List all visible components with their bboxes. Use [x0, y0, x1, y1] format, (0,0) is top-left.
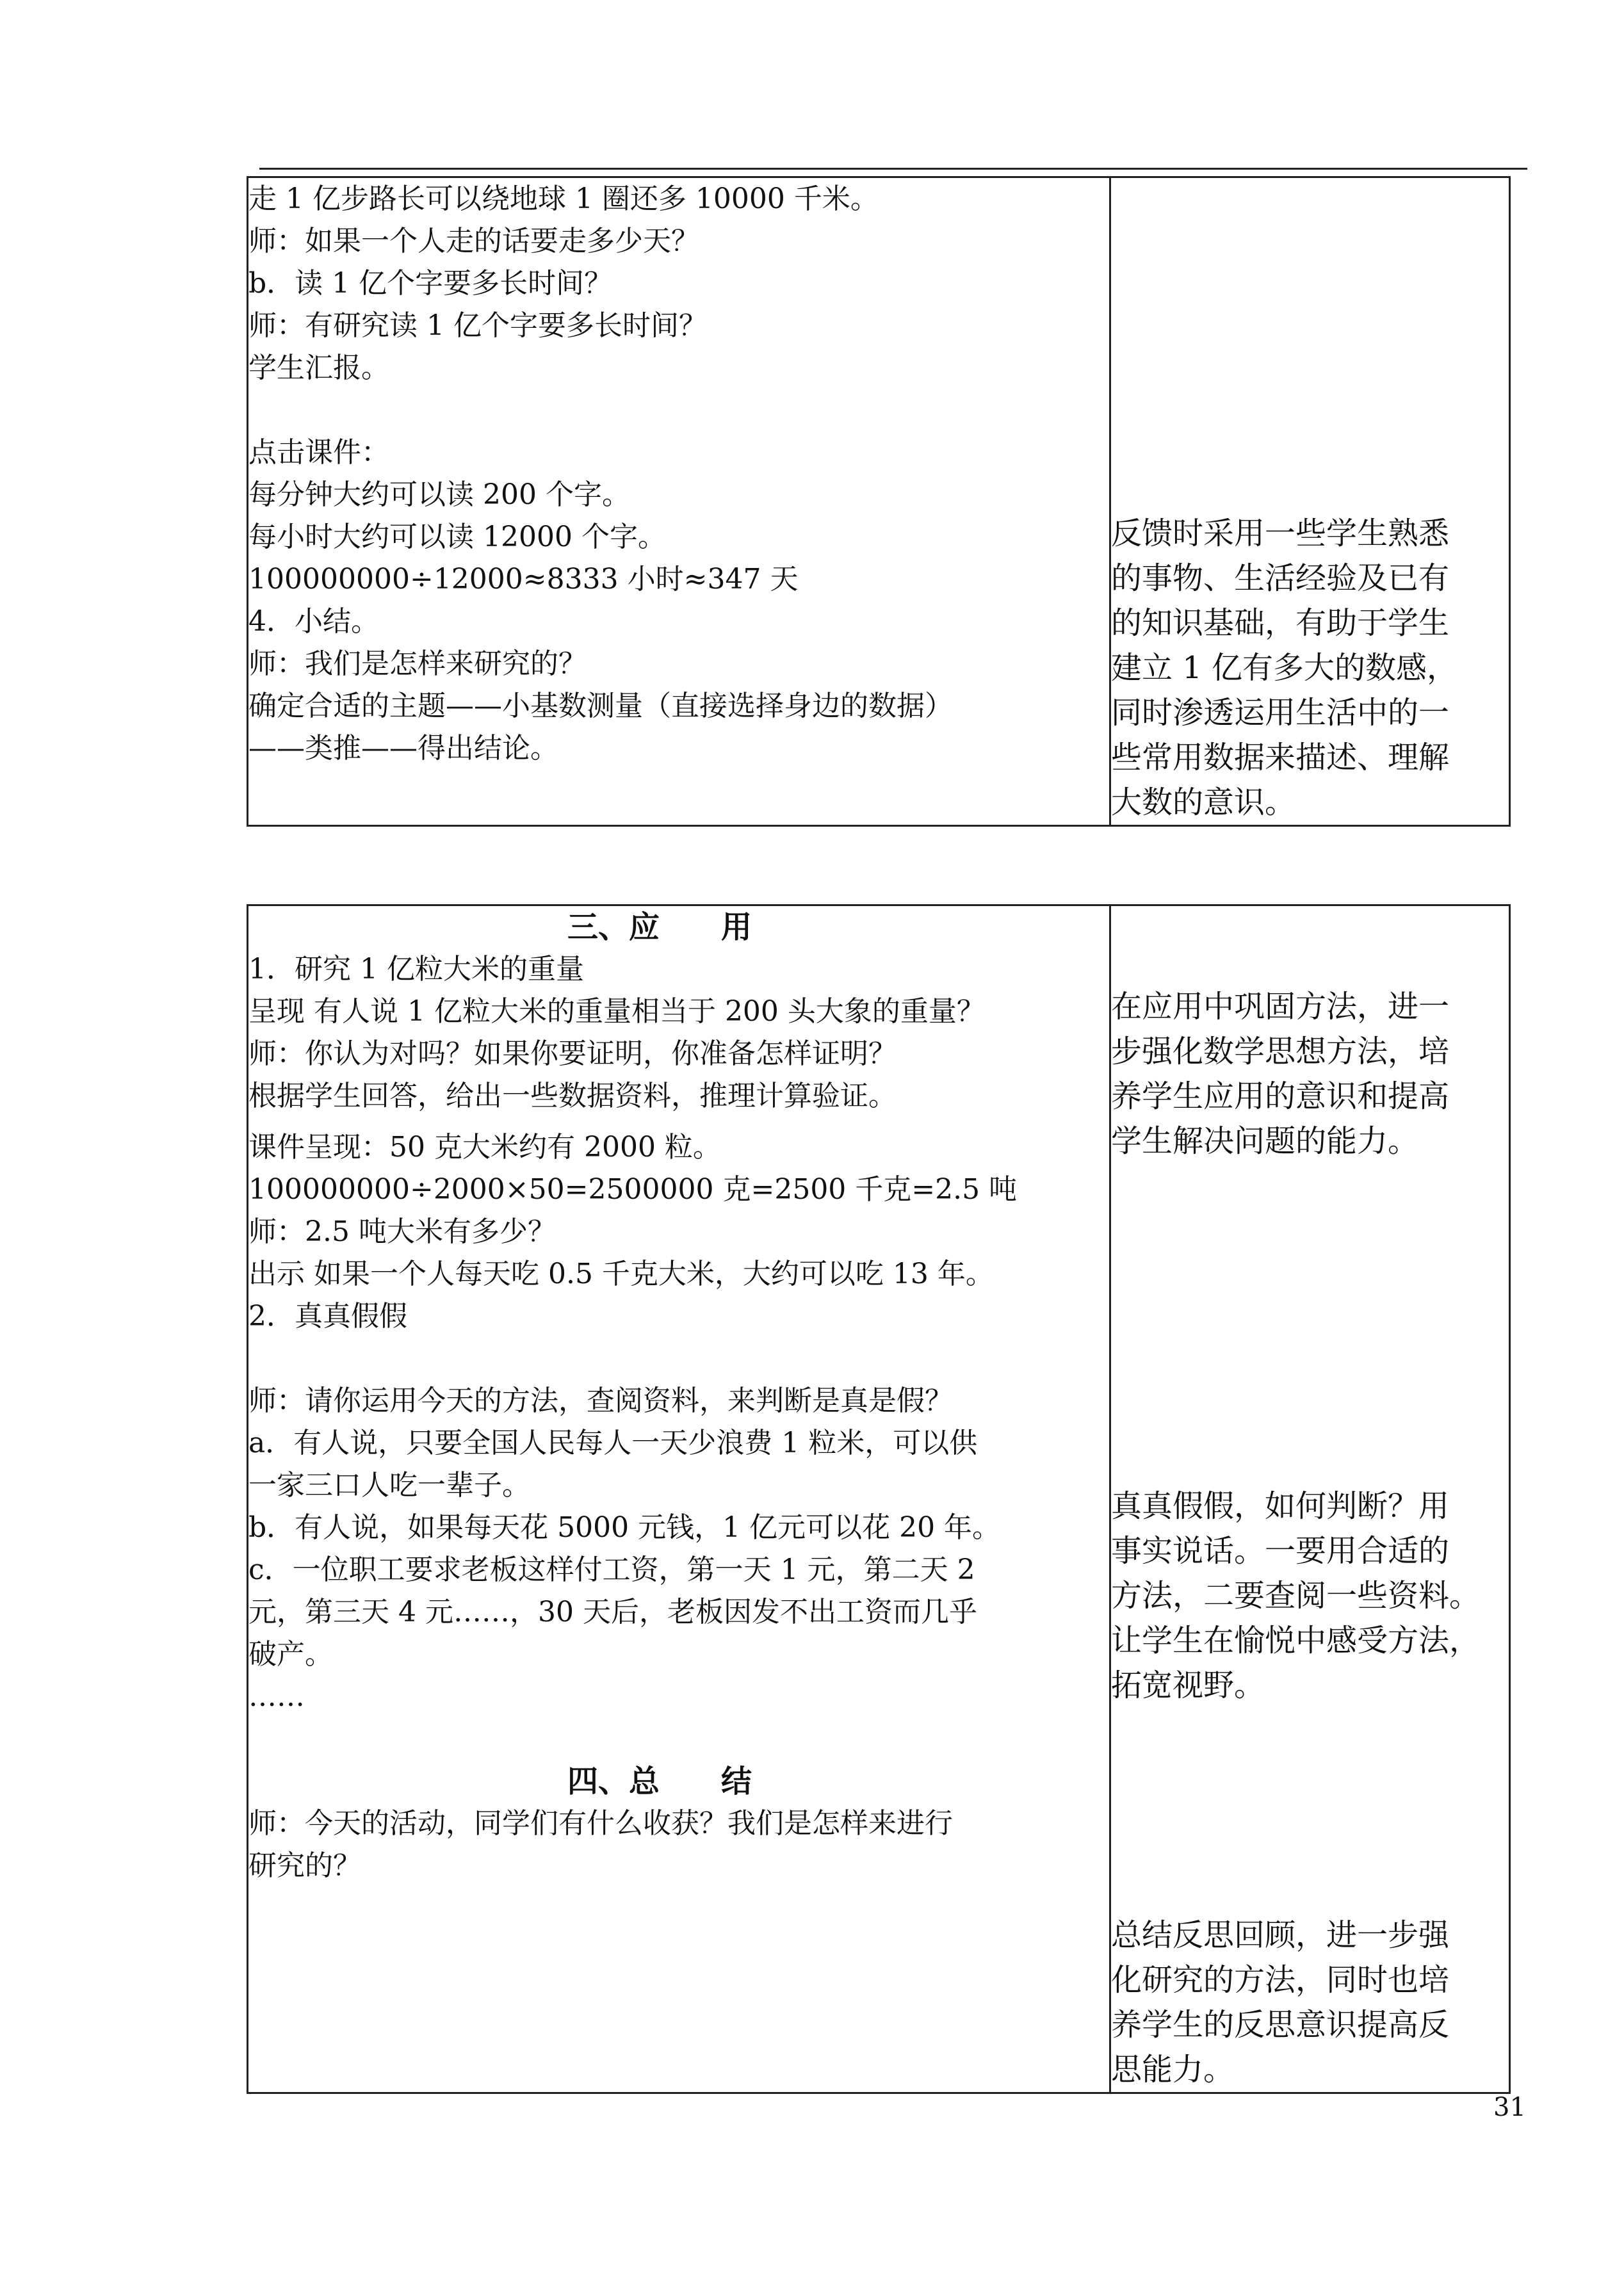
- note-line: 步强化数学思想方法，培: [1111, 1034, 1450, 1069]
- text-line: 师：请你运用今天的方法，查阅资料，来判断是真是假？: [248, 1384, 953, 1417]
- text-line: a．有人说，只要全国人民每人一天少浪费 1 粒米，可以供: [248, 1427, 978, 1459]
- note-line: 大数的意识。: [1111, 784, 1296, 820]
- text-line: 呈现 有人说 1 亿粒大米的重量相当于 200 头大象的重量？: [248, 995, 985, 1028]
- text-line: 学生汇报。: [248, 352, 389, 384]
- table1-activity-cell: [248, 177, 1110, 826]
- section-heading-application: 三、应 用: [567, 909, 752, 945]
- note-line: 拓宽视野。: [1111, 1667, 1265, 1703]
- text-line: 元，第三天 4 元……，30 天后，老板因发不出工资而几乎: [248, 1596, 977, 1628]
- note-line: 思能力。: [1111, 2052, 1235, 2088]
- blank-line: [248, 389, 1109, 432]
- text-line: ——类推——得出结论。: [248, 732, 558, 765]
- text-line: b．读 1 亿个字要多长时间？: [248, 267, 613, 300]
- text-line: 每小时大约可以读 12000 个字。: [248, 521, 666, 553]
- text-line: 师：你认为对吗？如果你要证明，你准备怎样证明？: [248, 1037, 897, 1070]
- lesson-table-1: [247, 176, 1511, 827]
- page-number: 31: [1493, 2093, 1526, 2122]
- text-line: 100000000÷2000×50=2500000 克=2500 千克=2.5 吨: [248, 1173, 1018, 1206]
- note-line: 养学生应用的意识和提高: [1111, 1078, 1450, 1114]
- text-line: 课件呈现：50 克大米约有 2000 粒。: [248, 1131, 721, 1164]
- text-line: 出示 如果一个人每天吃 0.5 千克大米，大约可以吃 13 年。: [248, 1258, 994, 1290]
- note-line: 学生解决问题的能力。: [1111, 1123, 1419, 1159]
- note-line: 些常用数据来描述、理解: [1111, 740, 1450, 775]
- text-line: 每分钟大约可以读 200 个字。: [248, 478, 630, 511]
- table1-design-note-cell: [1110, 177, 1510, 826]
- text-line: c．一位职工要求老板这样付工资，第一天 1 元，第二天 2: [248, 1553, 975, 1586]
- note-line: 让学生在愉悦中感受方法，: [1111, 1623, 1481, 1658]
- section-heading-summary: 四、总 结: [567, 1764, 752, 1799]
- text-line: 根据学生回答，给出一些数据资料，推理计算验证。: [248, 1080, 897, 1112]
- note-line: 建立 1 亿有多大的数感，: [1111, 650, 1458, 686]
- note-line: 总结反思回顾，进一步强: [1111, 1917, 1450, 1953]
- text-line: 师：如果一个人走的话要走多少天？: [248, 225, 699, 257]
- note-line: 养学生的反思意识提高反: [1111, 2007, 1450, 2043]
- text-line: 师：有研究读 1 亿个字要多长时间？: [248, 309, 707, 342]
- text-line: 1．研究 1 亿粒大米的重量: [248, 953, 584, 985]
- note-line: 方法，二要查阅一些资料。: [1111, 1578, 1481, 1614]
- table2-activity-cell: [248, 905, 1110, 2093]
- note-line: 的知识基础，有助于学生: [1111, 605, 1450, 641]
- text-line: b．有人说，如果每天花 5000 元钱，1 亿元可以花 20 年。: [248, 1511, 1001, 1544]
- text-line: 点击课件：: [248, 436, 389, 469]
- text-line: 研究的？: [248, 1849, 361, 1882]
- text-line: 100000000÷12000≈8333 小时≈347 天: [248, 563, 799, 596]
- blank-line: [248, 1718, 1109, 1760]
- text-line: 2．真真假假: [248, 1300, 407, 1333]
- text-line: 破产。: [248, 1638, 333, 1671]
- text-line: 师：今天的活动，同学们有什么收获？我们是怎样来进行: [248, 1807, 953, 1840]
- lesson-table-2: [247, 904, 1511, 2094]
- note-line: 事实说话。一要用合适的: [1111, 1533, 1450, 1569]
- note-line: 反馈时采用一些学生熟悉: [1111, 515, 1450, 551]
- text-line: 师：我们是怎样来研究的？: [248, 647, 587, 680]
- table2-design-note-cell: [1110, 905, 1510, 2093]
- note-line: 的事物、生活经验及已有: [1111, 560, 1450, 596]
- text-line: 一家三口人吃一辈子。: [248, 1469, 530, 1502]
- blank-line: [248, 1338, 1109, 1380]
- note-line: 在应用中巩固方法，进一: [1111, 989, 1450, 1025]
- note-line: 同时渗透运用生活中的一: [1111, 695, 1450, 731]
- spacer: [248, 1117, 1109, 1126]
- text-line: 走 1 亿步路长可以绕地球 1 圈还多 10000 千米。: [248, 182, 879, 215]
- text-line: 师：2.5 吨大米有多少？: [248, 1215, 556, 1248]
- note-line: 化研究的方法，同时也培: [1111, 1962, 1450, 1998]
- text-line: 确定合适的主题——小基数测量（直接选择身边的数据）: [248, 690, 953, 722]
- header-rule: [259, 168, 1527, 170]
- text-line: 4．小结。: [248, 605, 379, 638]
- note-line: 真真假假，如何判断？用: [1111, 1488, 1450, 1524]
- ellipsis-line: ……: [248, 1680, 305, 1713]
